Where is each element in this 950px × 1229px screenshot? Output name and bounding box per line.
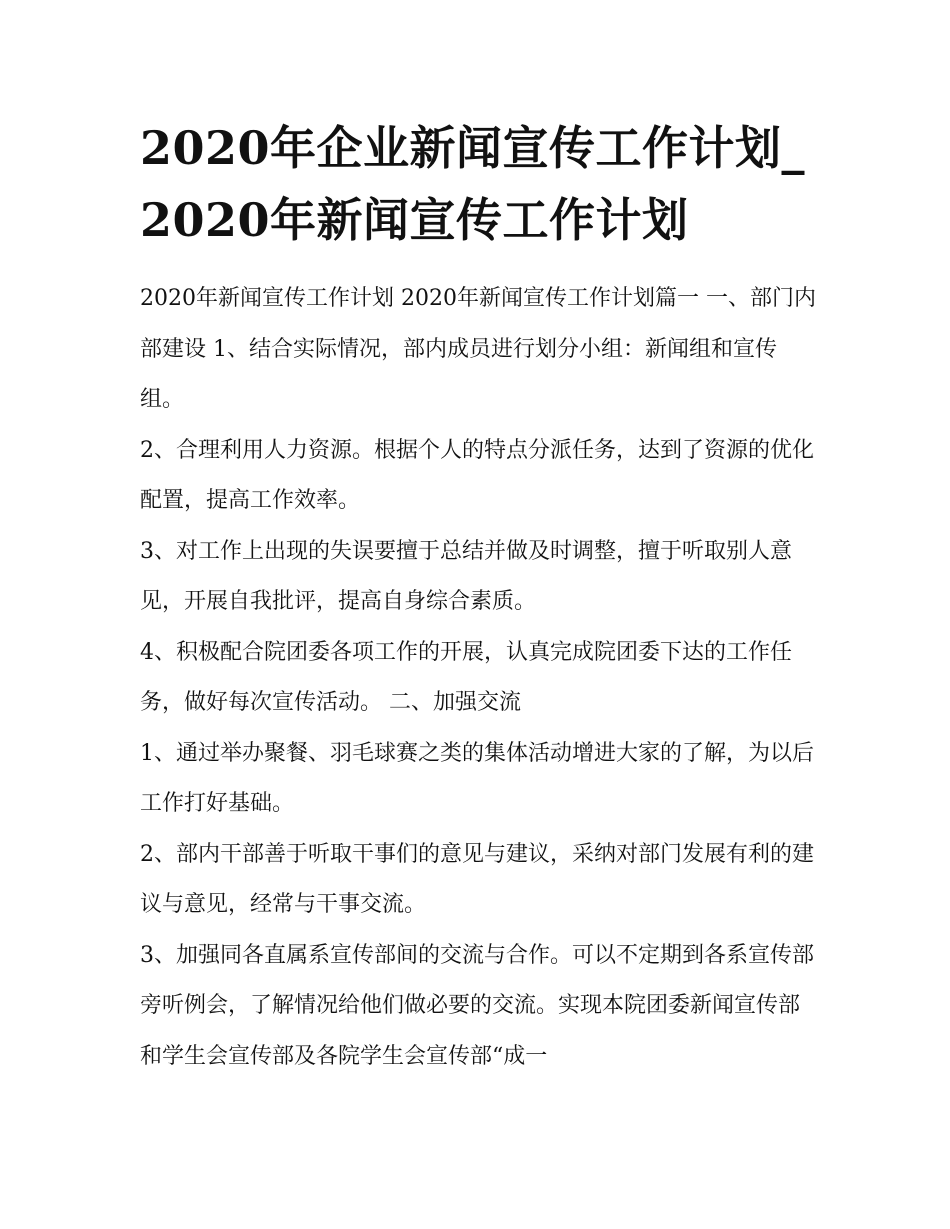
paragraph: 2、部内干部善于听取干事们的意见与建议，采纳对部门发展有利的建议与意见，经常与干事交流。 xyxy=(140,841,814,917)
paragraph: 1、通过举办聚餐、羽毛球赛之类的集体活动增进大家的了解，为以后工作打好基础。 xyxy=(140,740,814,816)
paragraph: 3、加强同各直属系宣传部间的交流与合作。可以不定期到各系宣传部旁听例会，了解情况给他们做必要的交流。实现本院团委新闻宣传部和学生会宣传部及各院学生会宣传部“成一 xyxy=(140,942,814,1069)
paragraph: 2、合理利用人力资源。根据个人的特点分派任务，达到了资源的优化配置，提高工作效率。 xyxy=(140,437,814,513)
document-page xyxy=(140,112,820,1082)
paragraph: 3、对工作上出现的失误要擅于总结并做及时调整，擅于听取别人意见，开展自我批评，提高自身综合素质。 xyxy=(140,538,792,614)
document-title: 2020年企业新闻宣传工作计划_2020年新闻宣传工作计划 xyxy=(140,121,806,247)
document-body xyxy=(140,274,820,1082)
paragraph: 4、积极配合院团委各项工作的开展，认真完成院团委下达的工作任务，做好每次宣传活动。 二、加强交流 xyxy=(140,639,792,715)
paragraph: 2020年新闻宣传工作计划 2020年新闻宣传工作计划篇一 一、部门内部建设 1、结合实际情况，部内成员进行划分小组：新闻组和宣传组。 xyxy=(140,286,816,412)
